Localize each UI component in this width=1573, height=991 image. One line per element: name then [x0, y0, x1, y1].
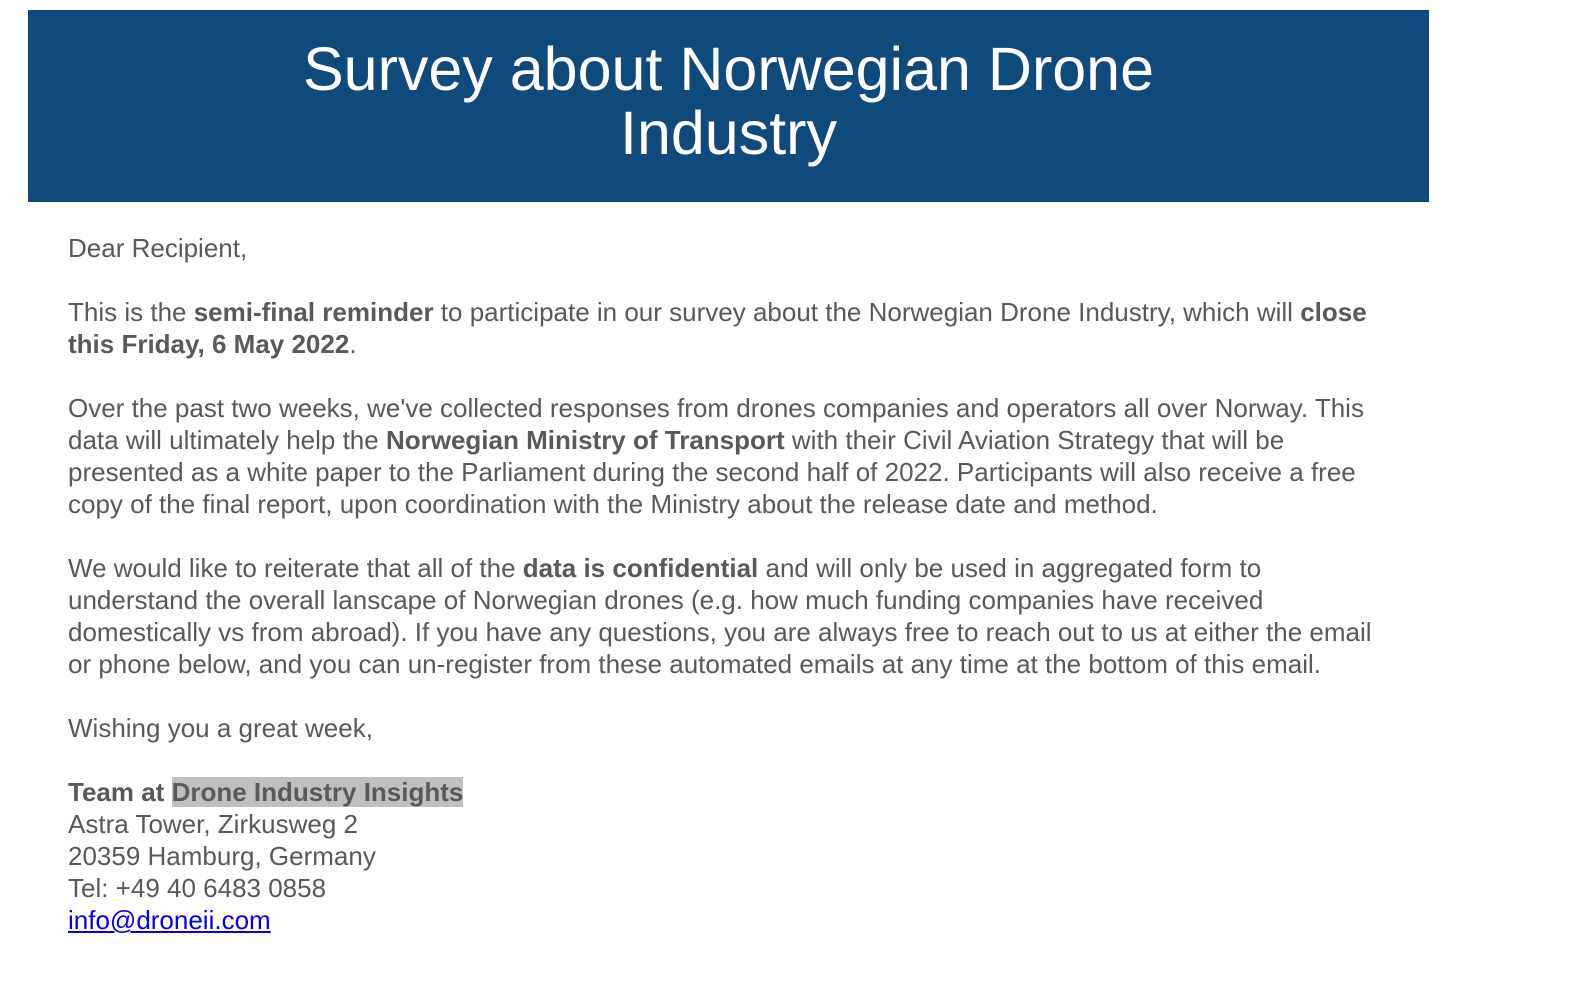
email-header-banner [28, 10, 1429, 202]
signature-email-line [68, 904, 1384, 936]
text-segment: and will only be used in aggregated form to understand the overall lanscape of Norwegian drones (e.g. how much funding companies have received domestically vs from abroad). If you have any questions, you are always free to reach out to us at either the email or phone below, and you can un-register from these automated emails at any time at the bottom of this email. [68, 553, 1372, 679]
signature-team-prefix: Team at [68, 777, 172, 807]
text-segment: to participate in our survey about the Norwegian Drone Industry, which will [433, 297, 1301, 327]
closing-paragraph [68, 712, 1384, 744]
text-segment: Wishing you a great week, [68, 713, 373, 743]
bold-deadline: close this Friday, 6 May 2022 [68, 297, 1367, 359]
signature-block [68, 776, 1384, 936]
greeting-paragraph [68, 232, 1384, 264]
email-body [68, 232, 1384, 936]
bold-semi-final-reminder: semi-final reminder [193, 297, 434, 327]
text-segment: This is the [68, 297, 194, 327]
text-segment: with their Civil Aviation Strategy that will be presented as a white paper to the Parliament during the second half of 2022. Participants will also receive a free copy of the final report, upon coordination with the Ministry about the release date and method. [68, 425, 1356, 519]
signature-phone: Tel: +49 40 6483 0858 [68, 873, 327, 903]
signature-address-line-2: 20359 Hamburg, Germany [68, 841, 376, 871]
email-link[interactable]: info@droneii.com [68, 905, 271, 935]
text-segment: Dear Recipient, [68, 233, 248, 263]
text-segment: . [349, 329, 357, 359]
text-segment: We would like to reiterate that all of the [68, 553, 523, 583]
confidentiality-paragraph [68, 552, 1384, 680]
signature-team-line [68, 776, 1384, 808]
progress-paragraph [68, 392, 1384, 520]
reminder-paragraph [68, 296, 1384, 360]
bold-confidential: data is confidential [522, 553, 759, 583]
email-title: Survey about Norwegian Drone Industry [302, 35, 1155, 167]
signature-address-line-1: Astra Tower, Zirkusweg 2 [68, 809, 358, 839]
bold-ministry: Norwegian Ministry of Transport [385, 425, 785, 455]
text-segment: Over the past two weeks, we've collected responses from drones companies and operators all over Norway. This data will ultimately help the [68, 393, 1364, 455]
signature-company-name: Drone Industry Insights [171, 777, 464, 807]
